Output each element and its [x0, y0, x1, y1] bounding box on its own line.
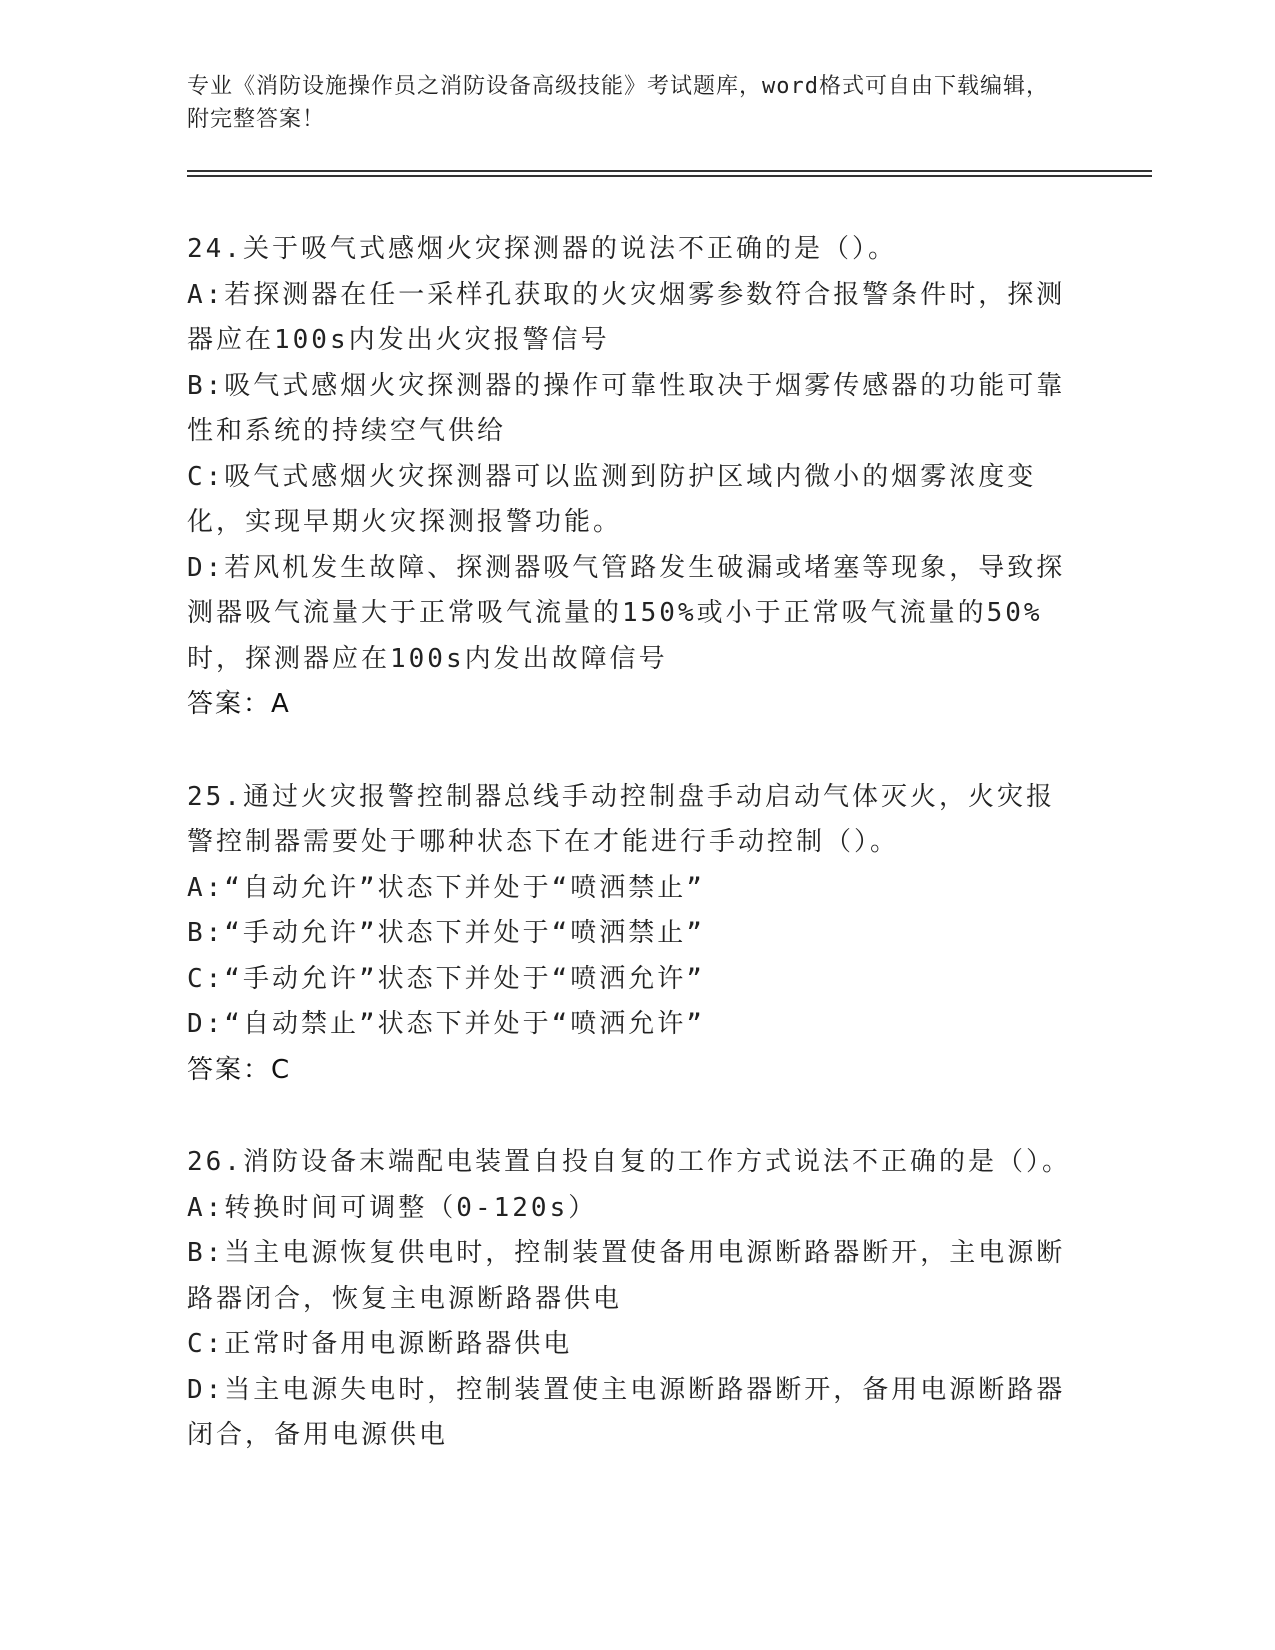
- document-page: [187, 70, 1152, 1506]
- option-d: D:“自动禁止”状态下并处于“喷洒允许”: [187, 1009, 705, 1039]
- option-b: B:当主电源恢复供电时，控制装置使备用电源断路器断开，主电源断路器闭合，恢复主电源断路器供电: [187, 1238, 1066, 1314]
- question-25: [187, 775, 1152, 1094]
- option-d: D:若风机发生故障、探测器吸气管路发生破漏或堵塞等现象，导致探测器吸气流量大于正常吸气流量的150%或小于正常吸气流量的50%时，探测器应在100s内发出故障信号: [187, 552, 1066, 674]
- option-b: B:吸气式感烟火灾探测器的操作可靠性取决于烟雾传感器的功能可靠性和系统的持续空气供给: [187, 370, 1066, 446]
- option-b: B:“手动允许”状态下并处于“喷洒禁止”: [187, 918, 705, 948]
- divider-line-bottom: [187, 175, 1152, 177]
- divider-line-top: [187, 170, 1152, 172]
- question-24: [187, 227, 1152, 728]
- document-header: 专业《消防设施操作员之消防设备高级技能》考试题库，word格式可自由下载编辑，附完整答案！: [187, 74, 1049, 132]
- option-a: A:转换时间可调整（0-120s）: [187, 1192, 598, 1223]
- question-stem: 24.关于吸气式感烟火灾探测器的说法不正确的是（）。: [187, 234, 897, 264]
- option-c: C:“手动允许”状态下并处于“喷洒允许”: [187, 963, 705, 994]
- option-a: A:若探测器在任一采样孔获取的火灾烟雾参数符合报警条件时，探测器应在100s内发出火灾报警信号: [187, 279, 1066, 355]
- answer-label: 答案：C: [187, 1054, 292, 1085]
- answer-label: 答案：A: [187, 689, 291, 719]
- question-stem: 25.通过火灾报警控制器总线手动控制盘手动启动气体灭火，火灾报警控制器需要处于哪种状态下在才能进行手动控制（）。: [187, 781, 1055, 857]
- option-c: C:正常时备用电源断路器供电: [187, 1329, 573, 1359]
- option-d: D:当主电源失电时，控制装置使主电源断路器断开，备用电源断路器闭合，备用电源供电: [187, 1374, 1066, 1450]
- option-c: C:吸气式感烟火灾探测器可以监测到防护区域内微小的烟雾浓度变化，实现早期火灾探测报警功能。: [187, 461, 1037, 537]
- question-26: [187, 1140, 1152, 1459]
- question-stem: 26.消防设备末端配电装置自投自复的工作方式说法不正确的是（）。: [187, 1147, 1071, 1177]
- question-list: [187, 227, 1152, 1459]
- header-divider: [187, 170, 1152, 177]
- option-a: A:“自动允许”状态下并处于“喷洒禁止”: [187, 872, 705, 903]
